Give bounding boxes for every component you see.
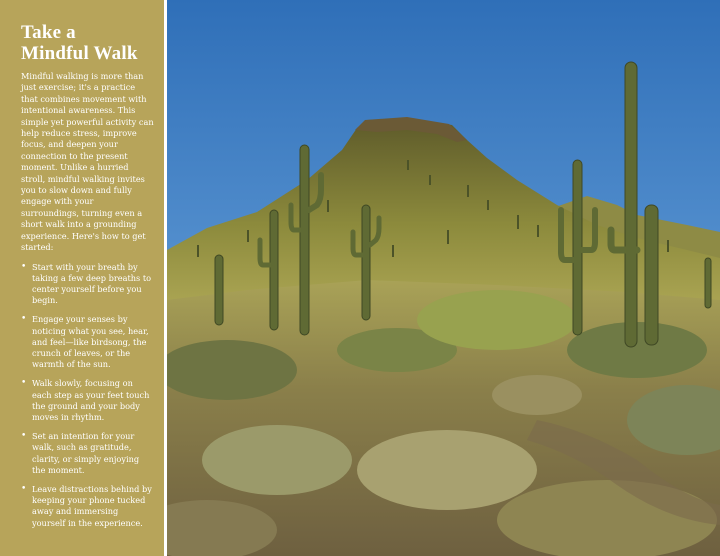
- bullet-icon: •: [21, 314, 27, 325]
- article-sidebar: [0, 0, 164, 556]
- tips-list: [21, 262, 154, 529]
- desert-landscape-photo: [167, 0, 720, 556]
- intro-paragraph: Mindful walking is more than just exercise; it's a practice that combines movement with intentional awareness. This simple yet powerful activity can help reduce stress, improve focus, and deepen your connection to the present moment. Unlike a hurried stroll, mindful walking invites you to slow down and fully engage with your surroundings, turning even a short walk into a grounding experience. Here's how to get started:: [21, 71, 154, 253]
- list-item: [21, 262, 154, 307]
- bullet-icon: •: [21, 483, 27, 494]
- list-item: [21, 431, 154, 476]
- bullet-icon: •: [21, 378, 27, 389]
- tip-text: Walk slowly, focusing on each step as your feet touch the ground and your body moves in rhythm.: [32, 378, 150, 422]
- desert-scene-illustration: [167, 0, 720, 556]
- tip-text: Start with your breath by taking a few deep breaths to center yourself before you begin.: [32, 261, 152, 306]
- list-item: [21, 314, 154, 370]
- list-item: [21, 484, 154, 529]
- tip-text: Leave distractions behind by keeping your phone tucked away and immersing yourself in the experience.: [32, 483, 152, 528]
- tip-text: Set an intention for your walk, such as gratitude, clarity, or simply enjoying the moment.: [32, 431, 140, 475]
- bullet-icon: •: [21, 431, 27, 442]
- list-item: [21, 378, 154, 423]
- article-title: [21, 22, 154, 64]
- title-line-2: Mindful Walk: [21, 43, 138, 64]
- title-line-1: Take a: [21, 22, 76, 43]
- bullet-icon: •: [21, 261, 27, 272]
- tip-text: Engage your senses by noticing what you see, hear, and feel—like birdsong, the crunch of leaves, or the warmth of the sun.: [32, 314, 149, 370]
